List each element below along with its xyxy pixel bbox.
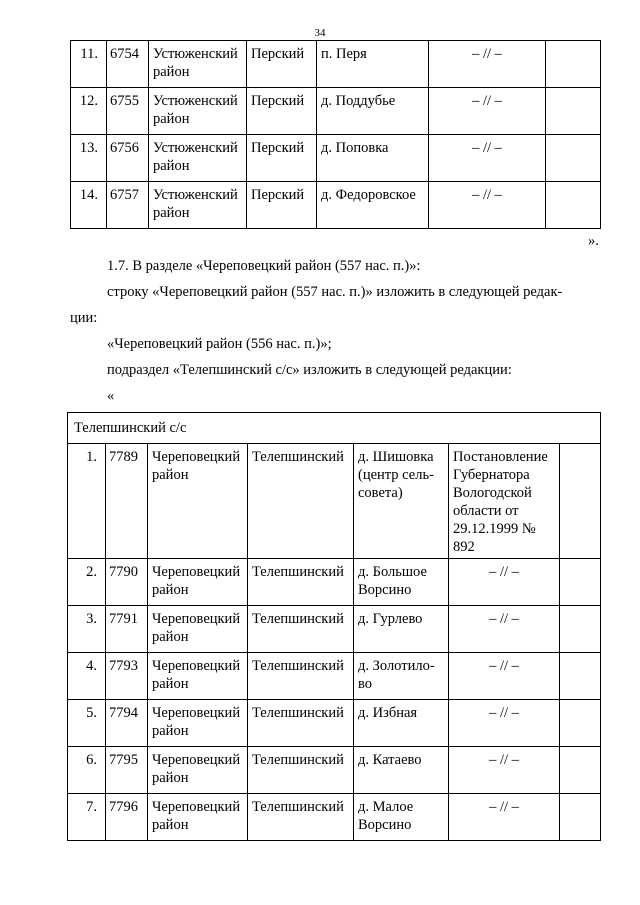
district-name: Череповецкий район [148,606,248,653]
district-name: Череповецкий район [148,559,248,606]
closing-quote: ». [588,233,599,249]
settlement-code: 7790 [106,559,148,606]
extra-cell [560,444,601,559]
row-number: 6. [68,747,106,794]
district-name: Устюженский район [149,88,247,135]
paragraph-line-2: ции: [70,310,98,326]
row-number: 5. [68,700,106,747]
extra-cell [546,41,601,88]
extra-cell [560,747,601,794]
row-number: 14. [71,182,107,229]
extra-cell [560,794,601,841]
row-number: 1. [68,444,106,559]
district-name: Череповецкий район [148,653,248,700]
settlement-name: д. Поповка [317,135,429,182]
row-number: 11. [71,41,107,88]
table-row [68,606,601,653]
document-ref: Постановление Губернатора Вологодской области от 29.12.1999 № 892 [449,444,560,559]
council-name: Телепшинский [248,794,354,841]
settlement-name: д. Гурлево [354,606,449,653]
table-row [71,88,601,135]
document-ref: – // – [429,88,546,135]
document-ref: – // – [449,559,560,606]
document-ref: – // – [449,747,560,794]
settlement-code: 7795 [106,747,148,794]
district-name: Устюженский район [149,135,247,182]
settlement-name: д. Федоровское [317,182,429,229]
council-name: Перский [247,182,317,229]
council-name: Телепшинский [248,444,354,559]
extra-cell [560,606,601,653]
row-number: 4. [68,653,106,700]
row-number: 3. [68,606,106,653]
settlements-table-1 [70,40,601,229]
settlement-code: 7793 [106,653,148,700]
settlement-code: 6757 [107,182,149,229]
council-name: Перский [247,41,317,88]
settlement-name: д. Малое Ворсино [354,794,449,841]
table-row [71,41,601,88]
settlement-code: 7789 [106,444,148,559]
document-ref: – // – [449,794,560,841]
paragraph-new-name: «Череповецкий район (556 нас. п.)»; [107,336,332,352]
section-title: Телепшинский с/с [68,413,601,444]
settlement-code: 7791 [106,606,148,653]
document-ref: – // – [429,182,546,229]
row-number: 7. [68,794,106,841]
row-number: 12. [71,88,107,135]
council-name: Телепшинский [248,606,354,653]
paragraph-line-1: строку «Череповецкий район (557 нас. п.)» изложить в следующей редак- [107,284,563,300]
extra-cell [560,559,601,606]
district-name: Устюженский район [149,41,247,88]
district-name: Устюженский район [149,182,247,229]
document-ref: – // – [449,653,560,700]
settlement-code: 6756 [107,135,149,182]
paragraph-1-7: 1.7. В разделе «Череповецкий район (557 нас. п.)»: [107,258,421,274]
table-row [68,700,601,747]
settlement-code: 6754 [107,41,149,88]
settlement-name: д. Золотило-во [354,653,449,700]
district-name: Череповецкий район [148,444,248,559]
settlement-code: 7796 [106,794,148,841]
table-row [68,747,601,794]
settlement-name: д. Большое Ворсино [354,559,449,606]
extra-cell [546,135,601,182]
settlement-name: д. Катаево [354,747,449,794]
table-row [68,559,601,606]
council-name: Телепшинский [248,700,354,747]
council-name: Перский [247,135,317,182]
row-number: 13. [71,135,107,182]
settlement-name: д. Избная [354,700,449,747]
council-name: Телепшинский [248,747,354,794]
settlement-name: д. Поддубье [317,88,429,135]
paragraph-subsection: подраздел «Телепшинский с/с» изложить в следующей редакции: [107,362,512,378]
table-row [71,182,601,229]
district-name: Череповецкий район [148,794,248,841]
document-ref: – // – [449,606,560,653]
section-title-row [68,413,601,444]
document-ref: – // – [429,41,546,88]
settlement-name: д. Шишовка (центр сель-совета) [354,444,449,559]
extra-cell [546,88,601,135]
opening-quote: « [107,388,115,404]
table-row [68,444,601,559]
extra-cell [546,182,601,229]
district-name: Череповецкий район [148,700,248,747]
council-name: Телепшинский [248,653,354,700]
council-name: Телепшинский [248,559,354,606]
table-row [68,653,601,700]
district-name: Череповецкий район [148,747,248,794]
page-number: 34 [314,27,326,39]
document-ref: – // – [429,135,546,182]
row-number: 2. [68,559,106,606]
extra-cell [560,700,601,747]
settlement-code: 7794 [106,700,148,747]
extra-cell [560,653,601,700]
settlement-code: 6755 [107,88,149,135]
settlement-name: п. Перя [317,41,429,88]
table-row [68,794,601,841]
table-row [71,135,601,182]
settlements-table-2 [67,412,601,841]
council-name: Перский [247,88,317,135]
document-ref: – // – [449,700,560,747]
